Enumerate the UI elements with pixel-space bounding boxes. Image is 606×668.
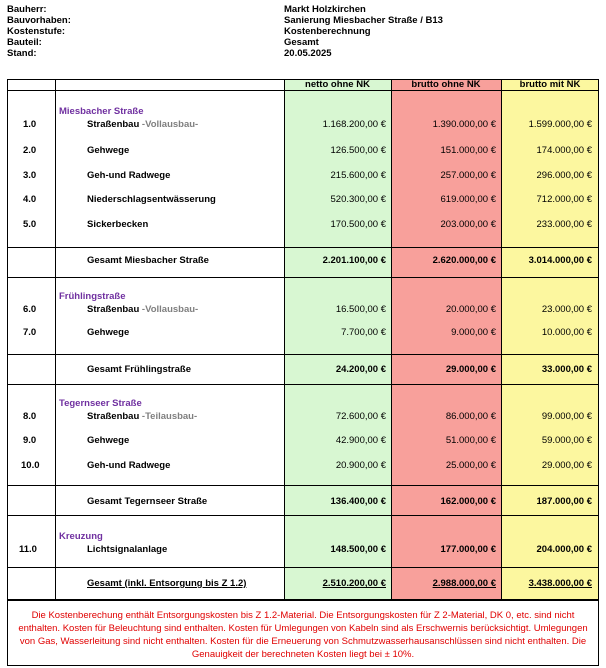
- brutto-nk-value: 204.000,00 €: [536, 544, 592, 555]
- row-number: 6.0: [23, 304, 37, 315]
- brutto-value: 86.000,00 €: [445, 411, 496, 422]
- netto-value: 20.900,00 €: [335, 460, 386, 471]
- row-label: [87, 303, 198, 316]
- brutto-nk-value: 59.000,00 €: [541, 435, 592, 446]
- header-brutto-nk: brutto mit NK: [519, 79, 581, 90]
- meta-bauteil: Bauteil: Gesamt: [7, 37, 319, 48]
- row-name: Gehwege: [87, 435, 130, 446]
- row-suffix: -Vollausbau-: [141, 119, 199, 130]
- subtotal-label: Gesamt Frühlingstraße: [87, 364, 191, 375]
- brutto-nk-value: 1.599.000,00 €: [528, 119, 592, 130]
- brutto-nk-value: 10.000,00 €: [541, 327, 592, 338]
- brutto-value: 20.000,00 €: [445, 304, 496, 315]
- grid-line: [7, 277, 599, 278]
- grid-line: [7, 354, 599, 355]
- subtotal-brutto: 29.000,00 €: [445, 364, 496, 375]
- netto-value: 16.500,00 €: [335, 304, 386, 315]
- netto-value: 126.500,00 €: [330, 145, 386, 156]
- netto-value: 42.900,00 €: [335, 435, 386, 446]
- row-name: Straßenbau: [87, 119, 140, 130]
- brutto-value: 51.000,00 €: [445, 435, 496, 446]
- row-name: Lichtsignalanlage: [87, 544, 168, 555]
- subtotal-label: Gesamt Tegernseer Straße: [87, 496, 208, 507]
- brutto-nk-value: 23.000,00 €: [541, 304, 592, 315]
- subtotal-brutto-nk: 33.000,00 €: [541, 364, 592, 375]
- disclaimer-note: Die Kostenberechung enthält Entsorgungskosten bis Z 1.2-Material. Die Entsorgungskosten für Z 2-Material, DK 0, etc. sind nicht enthalten. Kosten für Beleuchtung sind enthalten. Kosten für Umlegungen von Kabeln sind als Erschwernis berücksichtigt. Umlegungen von Gas, Wasserleitung sind nicht enthalten. Kosten für die Erneuerung von Schmutzwasserhausanschlüssen sind nicht enthalten. Die Genauigkeit der berechneten Kosten liegt bei ± 10%.: [7, 600, 599, 666]
- row-name: Sickerbecken: [87, 219, 149, 230]
- row-label: [87, 118, 198, 131]
- brutto-nk-column-bg: [501, 79, 599, 600]
- row-number: 4.0: [23, 194, 37, 205]
- brutto-nk-value: 296.000,00 €: [536, 170, 592, 181]
- subtotal-brutto: 162.000,00 €: [440, 496, 496, 507]
- brutto-value: 1.390.000,00 €: [432, 119, 496, 130]
- meta-kostenstufe: Kostenstufe: Kostenberechnung: [7, 26, 371, 37]
- grid-line: [7, 90, 599, 91]
- brutto-value: 177.000,00 €: [440, 544, 496, 555]
- row-name: Gehwege: [87, 145, 130, 156]
- row-name: Gehwege: [87, 327, 130, 338]
- grand-total-label: Gesamt (inkl. Entsorgung bis Z 1.2): [87, 578, 247, 589]
- netto-value: 1.168.200,00 €: [322, 119, 386, 130]
- subtotal-netto: 2.201.100,00 €: [322, 255, 386, 266]
- row-number: 8.0: [23, 411, 37, 422]
- section-title: Kreuzung: [59, 531, 103, 542]
- grid-line: [7, 384, 599, 385]
- row-number: 10.0: [21, 460, 40, 471]
- subtotal-brutto-nk: 3.014.000,00 €: [528, 255, 592, 266]
- brutto-value: 203.000,00 €: [440, 219, 496, 230]
- brutto-value: 151.000,00 €: [440, 145, 496, 156]
- row-number: 9.0: [23, 435, 37, 446]
- grid-line: [7, 515, 599, 516]
- netto-column-bg: [284, 79, 391, 600]
- row-suffix: -Teilausbau-: [141, 411, 198, 422]
- brutto-value: 257.000,00 €: [440, 170, 496, 181]
- row-name: Straßenbau: [87, 411, 140, 422]
- brutto-value: 25.000,00 €: [445, 460, 496, 471]
- row-number: 11.0: [19, 544, 37, 555]
- netto-value: 215.600,00 €: [330, 170, 386, 181]
- subtotal-netto: 136.400,00 €: [330, 496, 386, 507]
- subtotal-brutto-nk: 187.000,00 €: [536, 496, 592, 507]
- row-suffix: -Vollausbau-: [141, 304, 199, 315]
- subtotal-netto: 24.200,00 €: [335, 364, 386, 375]
- subtotal-label: Gesamt Miesbacher Straße: [87, 255, 209, 266]
- netto-value: 520.300,00 €: [330, 194, 386, 205]
- grid-line: [391, 79, 392, 600]
- row-name: Geh-und Radwege: [87, 170, 171, 181]
- section-title: Tegernseer Straße: [59, 398, 142, 409]
- netto-value: 7.700,00 €: [341, 327, 386, 338]
- netto-value: 148.500,00 €: [330, 544, 386, 555]
- grid-line: [598, 79, 599, 600]
- row-name: Geh-und Radwege: [87, 460, 171, 471]
- brutto-value: 619.000,00 €: [440, 194, 496, 205]
- meta-stand: Stand: 20.05.2025: [7, 48, 332, 59]
- meta-bauherr: Bauherr: Markt Holzkirchen: [7, 4, 366, 15]
- brutto-nk-value: 712.000,00 €: [536, 194, 592, 205]
- grand-total-netto: 2.510.200,00 €: [322, 578, 386, 589]
- header-netto: netto ohne NK: [305, 79, 370, 90]
- header-brutto: brutto ohne NK: [411, 79, 481, 90]
- row-name: Straßenbau: [87, 304, 140, 315]
- row-number: 1.0: [23, 119, 37, 130]
- netto-value: 170.500,00 €: [330, 219, 386, 230]
- row-number: 7.0: [23, 327, 37, 338]
- brutto-nk-value: 233.000,00 €: [536, 219, 592, 230]
- meta-bauvorhaben: Bauvorhaben: Sanierung Miesbacher Straße / B13: [7, 15, 443, 26]
- grid-line: [7, 79, 8, 600]
- row-number: 2.0: [23, 145, 37, 156]
- grid-line: [55, 79, 56, 600]
- row-number: 3.0: [23, 170, 37, 181]
- brutto-nk-value: 29.000,00 €: [541, 460, 592, 471]
- row-number: 5.0: [23, 219, 37, 230]
- grid-line: [7, 247, 599, 248]
- grid-line: [7, 567, 599, 568]
- project-header: [7, 4, 599, 59]
- grand-total-brutto-nk: 3.438.000,00 €: [528, 578, 592, 589]
- grid-line: [7, 79, 599, 80]
- grid-line: [284, 79, 285, 600]
- row-label: [87, 410, 197, 423]
- brutto-column-bg: [391, 79, 501, 600]
- grid-line: [7, 485, 599, 486]
- row-name: Niederschlagsentwässerung: [87, 194, 216, 205]
- netto-value: 72.600,00 €: [335, 411, 386, 422]
- brutto-nk-value: 99.000,00 €: [541, 411, 592, 422]
- grid-line: [501, 79, 502, 600]
- section-title: Miesbacher Straße: [59, 106, 144, 117]
- brutto-nk-value: 174.000,00 €: [536, 145, 592, 156]
- grand-total-brutto: 2.988.000,00 €: [432, 578, 496, 589]
- subtotal-brutto: 2.620.000,00 €: [432, 255, 496, 266]
- section-title: Frühlingstraße: [59, 291, 126, 302]
- cost-table: [7, 79, 599, 600]
- brutto-value: 9.000,00 €: [451, 327, 496, 338]
